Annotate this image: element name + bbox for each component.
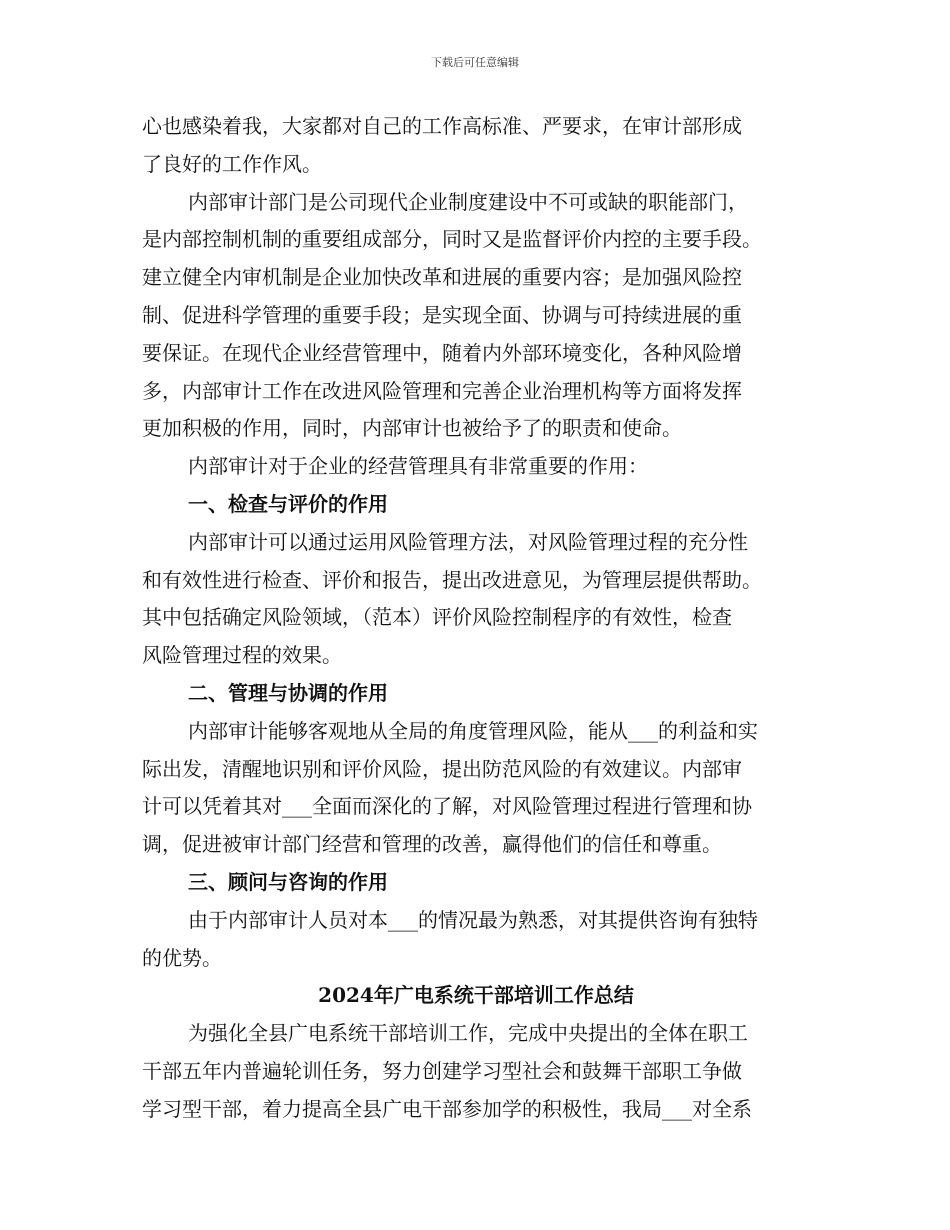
paragraph-line: 是内部控制机制的重要组成部分，同时又是监督评价内控的主要手段。	[142, 227, 762, 252]
paragraph-line: 心也感染着我，大家都对自己的工作高标准、严要求，在审计部形成	[142, 114, 742, 138]
paragraph-line: 了良好的工作作风。	[142, 151, 322, 176]
paragraph-line: 际出发，清醒地识别和评价风险，提出防范风险的有效建议。内部审	[142, 756, 742, 781]
section-title: 2024年广电系统干部培训工作总结	[318, 983, 634, 1008]
paragraph-line: 计可以凭着其对___全面而深化的了解，对风险管理过程进行管理和协	[142, 794, 752, 819]
paragraph-line: 干部五年内普遍轮训任务，努力创建学习型社会和鼓舞干部职工争做	[142, 1058, 742, 1083]
section-heading: 一、检查与评价的作用	[188, 491, 388, 516]
paragraph-line: 更加积极的作用，同时，内部审计也被给予了的职责和使命。	[142, 416, 682, 441]
page-header: 下载后可任意编辑	[431, 56, 519, 69]
paragraph-line: 其中包括确定风险领域，（范本）评价风险控制程序的有效性，检查	[142, 605, 732, 630]
paragraph-line: 内部审计可以通过运用风险管理方法，对风险管理过程的充分性	[188, 529, 748, 554]
paragraph-line: 为强化全县广电系统干部培训工作，完成中央提出的全体在职工	[188, 1021, 748, 1046]
paragraph-line: 由于内部审计人员对本___的情况最为熟悉，对其提供咨询有独特	[188, 907, 758, 932]
section-heading: 三、顾问与咨询的作用	[188, 869, 388, 894]
paragraph-line: 多，内部审计工作在改进风险管理和完善企业治理机构等方面将发挥	[142, 378, 742, 403]
document-body	[142, 108, 810, 1129]
paragraph-line: 风险管理过程的效果。	[142, 643, 342, 668]
paragraph-line: 内部审计对于企业的经营管理具有非常重要的作用：	[188, 454, 648, 479]
paragraph-line: 调，促进被审计部门经营和管理的改善，赢得他们的信任和尊重。	[142, 832, 722, 857]
paragraph-line: 建立健全内审机制是企业加快改革和进展的重要内容；是加强风险控	[142, 265, 742, 290]
paragraph-line: 内部审计能够客观地从全局的角度管理风险，能从___的利益和实	[188, 718, 758, 743]
paragraph-line: 要保证。在现代企业经营管理中，随着内外部环境变化，各种风险增	[142, 340, 742, 365]
paragraph-line: 学习型干部，着力提高全县广电干部参加学的积极性，我局___对全系	[142, 1096, 752, 1121]
paragraph-line: 内部审计部门是公司现代企业制度建设中不可或缺的职能部门，	[188, 189, 748, 214]
section-heading: 二、管理与协调的作用	[188, 680, 388, 705]
paragraph-line: 的优势。	[142, 945, 222, 970]
paragraph-line: 制、促进科学管理的重要手段；是实现全面、协调与可持续进展的重	[142, 302, 742, 327]
paragraph-line: 和有效性进行检查、评价和报告，提出改进意见，为管理层提供帮助。	[142, 567, 762, 592]
